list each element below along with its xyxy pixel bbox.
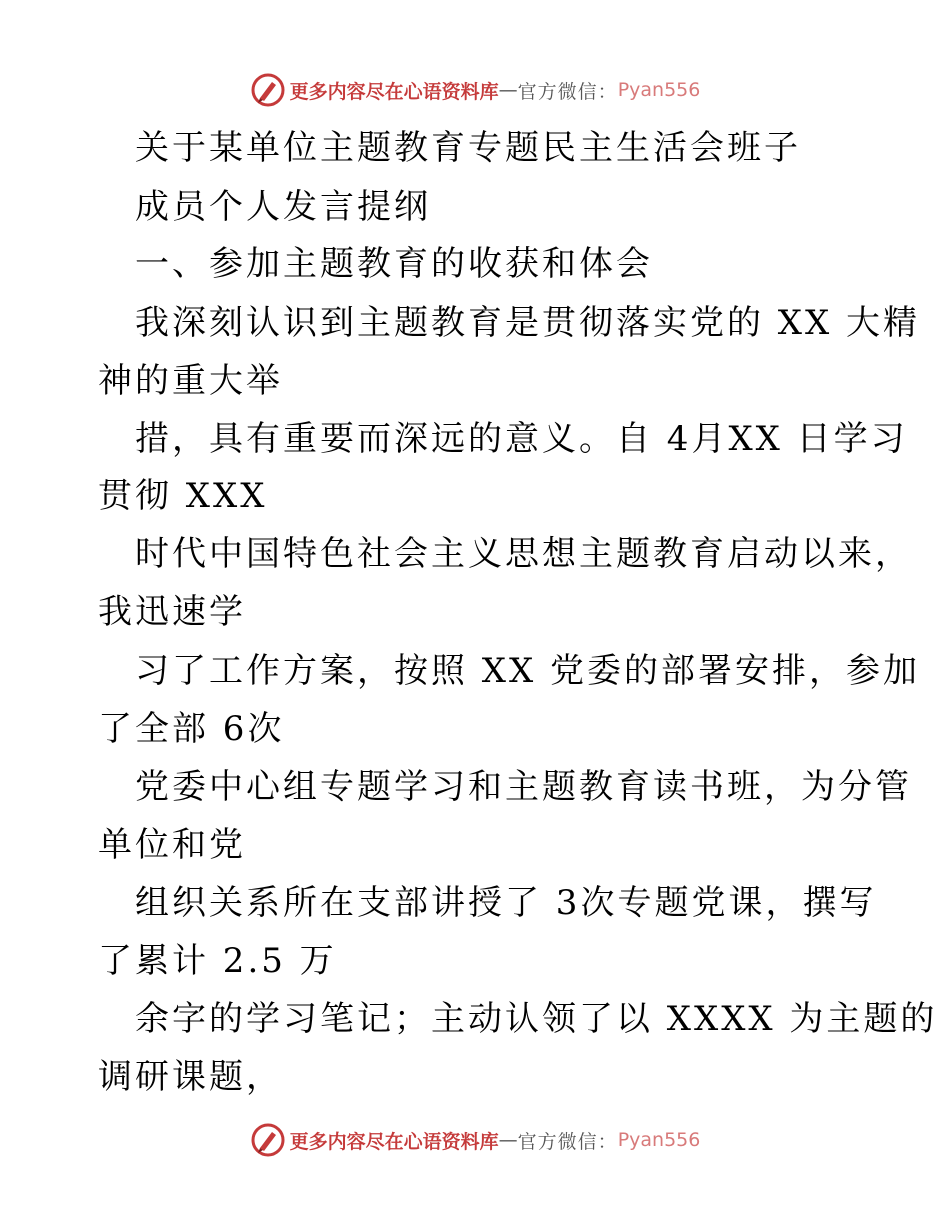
- document-title-line-1: 关于某单位主题教育专题民主生活会班子: [135, 128, 801, 168]
- pen-logo-icon: [250, 72, 286, 108]
- banner-main-text: 更多内容尽在心语资料库: [289, 1130, 499, 1153]
- paragraph-line: 神的重大举: [98, 361, 283, 401]
- paragraph-line: 习了工作方案，按照 XX 党委的部署安排，参加: [135, 651, 921, 691]
- paragraph-line: 单位和党: [98, 825, 246, 865]
- banner-wechat-id: Pyan556: [617, 1129, 701, 1151]
- banner-wechat-id: Pyan556: [617, 79, 701, 101]
- document-title-line-2: 成员个人发言提纲: [135, 187, 431, 227]
- paragraph-line: 了全部 6次: [98, 709, 285, 749]
- paragraph-line: 时代中国特色社会主义思想主题教育启动以来，: [135, 534, 912, 574]
- pen-logo-icon: [250, 1122, 286, 1158]
- banner-wechat-label: 官方微信：: [517, 80, 618, 103]
- banner-separator: —: [498, 79, 518, 101]
- header-banner: [0, 70, 950, 110]
- paragraph-line: 我深刻认识到主题教育是贯彻落实党的 XX 大精: [135, 303, 921, 343]
- banner-wechat-label: 官方微信：: [517, 1130, 618, 1153]
- banner-separator: —: [498, 1129, 518, 1151]
- banner-main-text: 更多内容尽在心语资料库: [289, 80, 499, 103]
- paragraph-line: 贯彻 XXX: [98, 476, 268, 516]
- paragraph-line: 措，具有重要而深远的意义。自 4月XX 日学习: [135, 419, 908, 459]
- footer-banner: [0, 1120, 950, 1160]
- paragraph-line: 党委中心组专题学习和主题教育读书班，为分管: [135, 767, 912, 807]
- section-heading: 一、参加主题教育的收获和体会: [135, 244, 653, 284]
- paragraph-line: 我迅速学: [98, 592, 246, 632]
- paragraph-line: 调研课题，: [98, 1057, 283, 1097]
- paragraph-line: 了累计 2.5 万: [98, 941, 337, 981]
- paragraph-line: 余字的学习笔记；主动认领了以 XXXX 为主题的: [135, 999, 938, 1039]
- paragraph-line: 组织关系所在支部讲授了 3次专题党课，撰写: [135, 883, 877, 923]
